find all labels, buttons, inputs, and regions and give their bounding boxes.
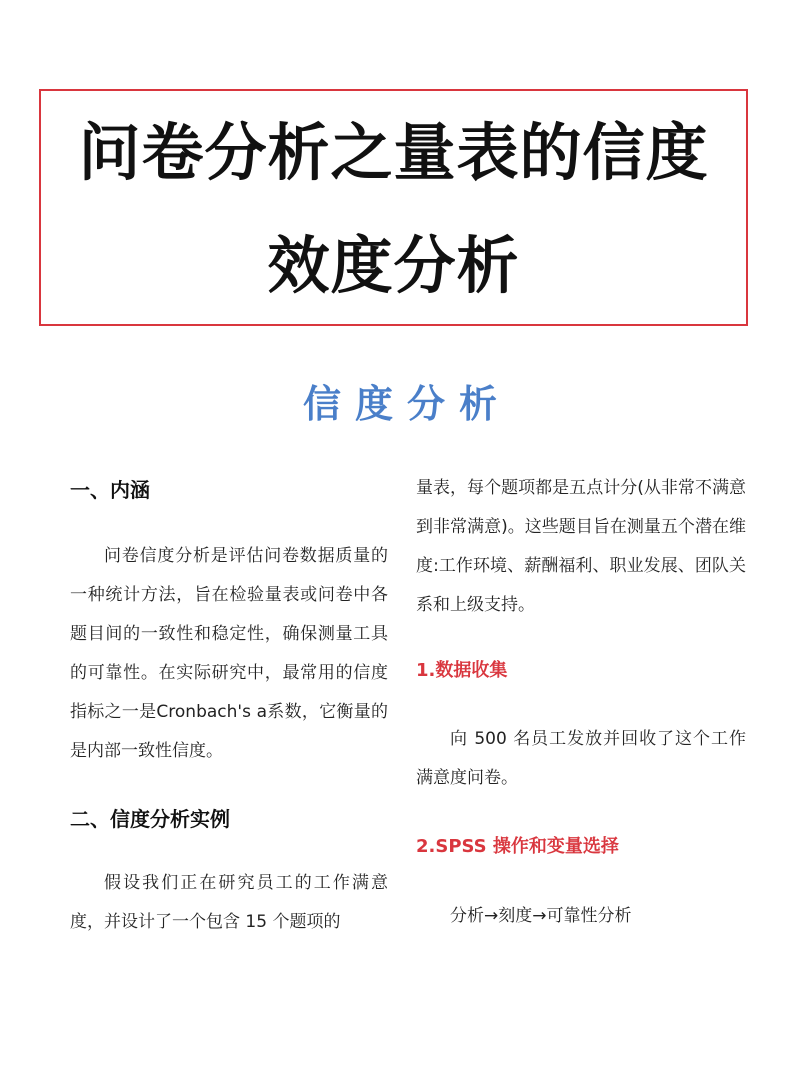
heading-data-collection: 1.数据收集 — [416, 660, 508, 681]
paragraph-spss-path: 分析→刻度→可靠性分析 — [450, 906, 632, 926]
heading-spss-operation: 2.SPSS 操作和变量选择 — [416, 836, 619, 857]
heading-connotation: 一、内涵 — [70, 478, 150, 502]
title-frame — [39, 89, 748, 326]
page-title-line-2: 效度分析 — [267, 229, 520, 302]
paragraph-example-intro: 假设我们正在研究员工的工作满意度，并设计了一个包含 15 个题项的 — [70, 873, 388, 932]
section-title: 信度分析 — [302, 382, 511, 426]
right-column — [416, 470, 746, 936]
paragraph-data-collection: 向 500 名员工发放并回收了这个工作满意度问卷。 — [416, 729, 746, 788]
left-column — [70, 470, 388, 942]
page-title-line-1: 问卷分析之量表的信度 — [78, 116, 709, 189]
paragraph-scale-description: 量表，每个题项都是五点计分(从非常不满意到非常满意)。这些题目旨在测量五个潜在维度:工作环境、薪酬福利、职业发展、团队关系和上级支持。 — [416, 478, 746, 615]
paragraph-connotation: 问卷信度分析是评估问卷数据质量的一种统计方法，旨在检验量表或问卷中各题目间的一致性和稳定性，确保测量工具的可靠性。在实际研究中，最常用的信度指标之一是Cronbach's a系数，它衡量的是内部一致性信度。 — [70, 546, 388, 761]
heading-reliability-example: 二、信度分析实例 — [70, 807, 230, 831]
